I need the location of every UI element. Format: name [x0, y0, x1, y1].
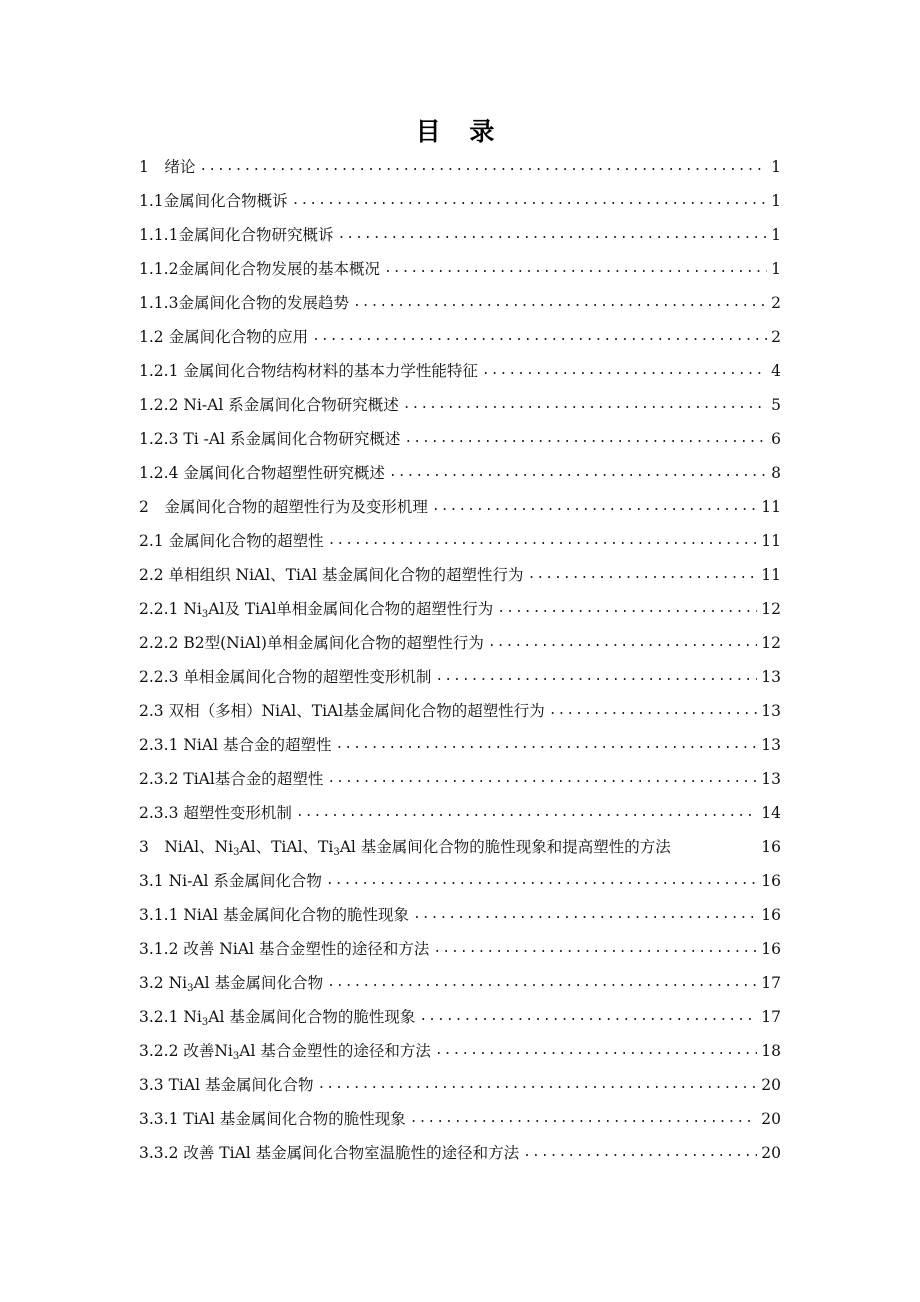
toc-entry[interactable]: [139, 966, 781, 1000]
dot-leader: [292, 184, 767, 218]
toc-entry-label: 2.3.3 超塑性变形机制: [139, 804, 292, 822]
toc-entry[interactable]: [139, 1136, 781, 1170]
toc-page-number: 20: [761, 1076, 781, 1094]
toc-entry-label: [139, 830, 763, 864]
toc-page-number: 16: [761, 940, 781, 958]
toc-entry[interactable]: [139, 796, 781, 830]
toc-entry-label: 1.1.2金属间化合物发展的基本概况: [139, 260, 380, 278]
toc-entry-label: 2 金属间化合物的超塑性行为及变形机理: [139, 498, 428, 516]
toc-entry[interactable]: [139, 354, 781, 388]
dot-leader: [432, 490, 757, 524]
dot-leader: [403, 388, 767, 422]
label-part: Al 基金属间化合物: [193, 974, 324, 992]
toc-entry-label: 1.1.3金属间化合物的发展趋势: [139, 294, 349, 312]
subscript: 3: [233, 847, 240, 858]
toc-entry-label: [139, 966, 323, 1000]
toc-entry[interactable]: [139, 1068, 781, 1102]
toc-entry-label: 2.2.2 B2型(NiAl)单相金属间化合物的超塑性行为: [139, 634, 484, 652]
toc-entry[interactable]: [139, 864, 781, 898]
toc-entry-label: 1.1金属间化合物概诉: [139, 192, 288, 210]
toc-page-number: 12: [761, 600, 781, 618]
toc-entry-label: [139, 592, 493, 626]
toc-entry-label: 2.3.2 TiAl基合金的超塑性: [139, 770, 324, 788]
subscript: 3: [201, 609, 209, 620]
dot-leader: [317, 1068, 757, 1102]
toc-page-number: 18: [761, 1042, 781, 1060]
toc-page-number: 1: [771, 260, 781, 278]
subscript: 3: [201, 1017, 209, 1028]
toc-entry[interactable]: [139, 524, 781, 558]
toc-entry[interactable]: [139, 898, 781, 932]
dot-leader: [327, 966, 757, 1000]
dot-leader: [488, 626, 757, 660]
subscript: 3: [187, 983, 194, 994]
label-part: 3.2.1 Ni: [139, 1008, 202, 1026]
toc-page-number: 11: [761, 532, 781, 550]
toc-entry[interactable]: [139, 320, 781, 354]
label-part: Al 基合金塑性的途径和方法: [239, 1042, 431, 1060]
toc-entry-label: 2.2.3 单相金属间化合物的超塑性变形机制: [139, 668, 432, 686]
toc-entry[interactable]: [139, 830, 781, 864]
toc-page-number: 20: [761, 1144, 781, 1162]
dot-leader: [326, 864, 757, 898]
toc-entry[interactable]: [139, 150, 781, 184]
dot-leader: [296, 796, 757, 830]
toc-page-number: 6: [771, 430, 781, 448]
toc-page-number: 13: [761, 736, 781, 754]
dot-leader: [528, 558, 758, 592]
toc-entry[interactable]: [139, 558, 781, 592]
toc-page-number: 13: [761, 668, 781, 686]
label-part: 2.2.1 Ni: [139, 600, 202, 618]
dot-leader: [433, 932, 757, 966]
toc-page-number: 11: [761, 498, 781, 516]
toc-entry[interactable]: [139, 1000, 781, 1034]
toc-entry-label: 1.2.1 金属间化合物结构材料的基本力学性能特征: [139, 362, 478, 380]
toc-page-number: 17: [761, 1008, 781, 1026]
toc-entry-label: 2.1 金属间化合物的超塑性: [139, 532, 324, 550]
dot-leader: [337, 218, 767, 252]
toc-page-number: 16: [761, 872, 781, 890]
dot-leader: [312, 320, 767, 354]
toc-entry-label: [139, 1000, 415, 1034]
toc-entry-label: 1.2.4 金属间化合物超塑性研究概述: [139, 464, 385, 482]
toc-entry[interactable]: [139, 660, 781, 694]
dot-leader: [523, 1136, 757, 1170]
toc-entry-label: 2.2 单相组织 NiAl、TiAl 基金属间化合物的超塑性行为: [139, 566, 524, 584]
toc-entry-label: 1.2.3 Ti -Al 系金属间化合物研究概述: [139, 430, 401, 448]
dot-leader: [328, 524, 758, 558]
toc-entry-label: 3.3.1 TiAl 基金属间化合物的脆性现象: [139, 1110, 406, 1128]
toc-page-number: 12: [761, 634, 781, 652]
dot-leader: [410, 1102, 758, 1136]
toc-entry[interactable]: [139, 422, 781, 456]
toc-entry[interactable]: [139, 286, 781, 320]
toc-entry-label: 3.1 Ni-Al 系金属间化合物: [139, 872, 322, 890]
toc-entry-label: 1.2.2 Ni-Al 系金属间化合物研究概述: [139, 396, 399, 414]
toc-entry-label: 3.1.1 NiAl 基金属间化合物的脆性现象: [139, 906, 409, 924]
label-part: Al 基金属间化合物的脆性现象: [208, 1008, 416, 1026]
dot-leader: [435, 660, 757, 694]
label-part: Al、TiAl、Ti: [239, 838, 334, 856]
toc-entry[interactable]: [139, 592, 781, 626]
toc-page-number: 13: [761, 702, 781, 720]
label-part: Al 基金属间化合物的脆性现象和提高塑性的方法: [339, 838, 671, 856]
label-part: 3 NiAl、Ni: [139, 838, 234, 856]
subscript: 3: [333, 847, 340, 858]
toc-entry[interactable]: [139, 388, 781, 422]
dot-leader: [335, 728, 757, 762]
toc-entry[interactable]: [139, 762, 781, 796]
toc-entry-label: 1.2 金属间化合物的应用: [139, 328, 309, 346]
label-part: 3.2 Ni: [139, 974, 188, 992]
toc-page-number: 16: [761, 906, 781, 924]
toc-page-number: 13: [761, 770, 781, 788]
toc-entry[interactable]: [139, 694, 781, 728]
toc-entry[interactable]: [139, 932, 781, 966]
toc-entry[interactable]: [139, 626, 781, 660]
label-part: Al及 TiAl单相金属间化合物的超塑性行为: [208, 600, 494, 618]
toc-entry[interactable]: [139, 456, 781, 490]
dot-leader: [353, 286, 767, 320]
dot-leader: [327, 762, 757, 796]
dot-leader: [199, 150, 767, 184]
toc-entry[interactable]: [139, 490, 781, 524]
toc-entry[interactable]: [139, 728, 781, 762]
toc-entry-label: [139, 1034, 431, 1068]
toc-entry[interactable]: [139, 184, 781, 218]
toc-entry-label: 3.3 TiAl 基金属间化合物: [139, 1076, 314, 1094]
dot-leader: [549, 694, 758, 728]
toc-page-number: 2: [771, 294, 781, 312]
toc-entry-label: 2.3.1 NiAl 基合金的超塑性: [139, 736, 332, 754]
toc-entry-label: 3.1.2 改善 NiAl 基合金塑性的途径和方法: [139, 940, 430, 958]
toc-page-number: 4: [771, 362, 781, 380]
toc-entry[interactable]: [139, 1034, 781, 1068]
table-of-contents: [139, 150, 781, 1170]
label-part: 3.2.2 改善Ni: [139, 1042, 233, 1060]
dot-leader: [389, 456, 767, 490]
dot-leader: [384, 252, 767, 286]
dot-leader: [435, 1034, 757, 1068]
dot-leader: [419, 1000, 757, 1034]
toc-entry[interactable]: [139, 1102, 781, 1136]
toc-page-number: 16: [761, 838, 781, 856]
toc-entry-label: 1.1.1金属间化合物研究概诉: [139, 226, 334, 244]
toc-page-number: 1: [771, 226, 781, 244]
toc-entry[interactable]: [139, 218, 781, 252]
dot-leader: [404, 422, 767, 456]
dot-leader: [497, 592, 757, 626]
dot-leader: [482, 354, 767, 388]
toc-page-number: 14: [761, 804, 781, 822]
toc-page-number: 2: [771, 328, 781, 346]
toc-page-number: 20: [761, 1110, 781, 1128]
toc-entry[interactable]: [139, 252, 781, 286]
toc-page-number: 17: [761, 974, 781, 992]
toc-entry-label: 3.3.2 改善 TiAl 基金属间化合物室温脆性的途径和方法: [139, 1144, 520, 1162]
toc-page-number: 5: [771, 396, 781, 414]
toc-page-number: 11: [761, 566, 781, 584]
toc-page-number: 8: [771, 464, 781, 482]
subscript: 3: [232, 1051, 240, 1062]
toc-title: 目 录: [415, 117, 505, 146]
toc-entry-label: 1 绪论: [139, 158, 196, 176]
toc-entry-label: 2.3 双相（多相）NiAl、TiAl基金属间化合物的超塑性行为: [139, 702, 545, 720]
dot-leader: [413, 898, 757, 932]
toc-page-number: 1: [771, 192, 781, 210]
toc-page-number: 1: [771, 158, 781, 176]
